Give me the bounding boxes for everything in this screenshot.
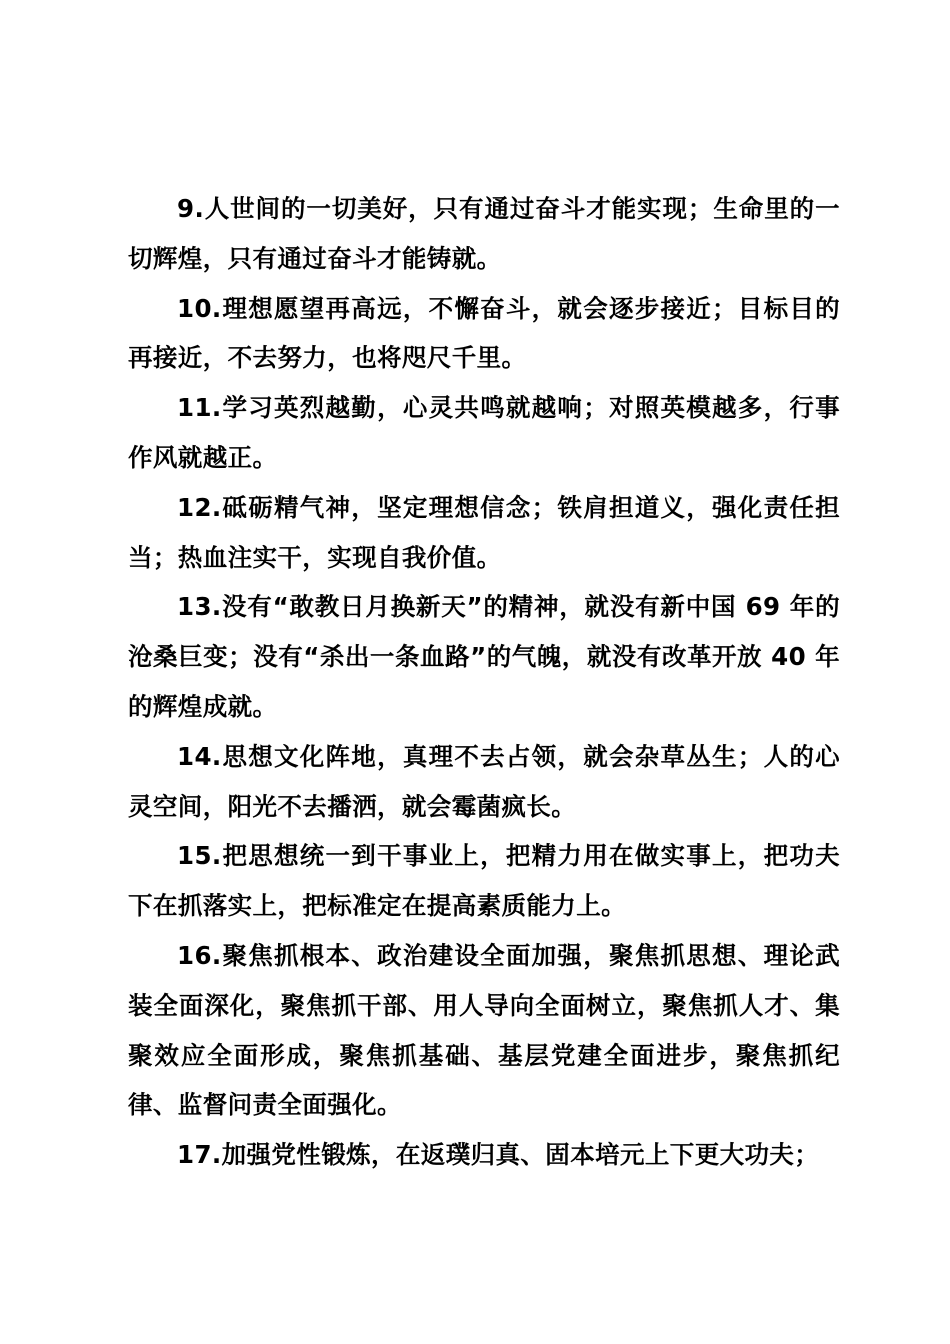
paragraph-9: 9.人世间的一切美好，只有通过奋斗才能实现；生命里的一切辉煌，只有通过奋斗才能铸就。 — [128, 194, 840, 273]
paragraph-12: 12.砥砺精气神，坚定理想信念；铁肩担道义，强化责任担当；热血注实干，实现自我价值。 — [128, 492, 840, 572]
document-body — [128, 184, 840, 1180]
paragraph-14: 14.思想文化阵地，真理不去占领，就会杂草丛生；人的心灵空间，阳光不去播洒，就会霉菌疯长。 — [128, 741, 840, 821]
paragraph-15: 15.把思想统一到干事业上，把精力用在做实事上，把功夫下在抓落实上，把标准定在提高素质能力上。 — [128, 841, 840, 921]
paragraph-17: 17.加强党性锻炼，在返璞归真、固本培元上下更大功夫； — [177, 1140, 820, 1170]
paragraph-10: 10.理想愿望再高远，不懈奋斗，就会逐步接近；目标目的再接近，不去努力，也将咫尺千里。 — [128, 293, 840, 373]
paragraph-11: 11.学习英烈越勤，心灵共鸣就越响；对照英模越多，行事作风就越正。 — [128, 393, 840, 472]
paragraph-16: 16.聚焦抓根本、政治建设全面加强，聚焦抓思想、理论武装全面深化，聚焦抓干部、用人导向全面树立，聚焦抓人才、集聚效应全面形成，聚焦抓基础、基层党建全面进步，聚焦抓纪律、监督问责全面强化。 — [128, 940, 840, 1120]
paragraph-13: 13.没有“敢教日月换新天”的精神，就没有新中国 69 年的沧桑巨变；没有“杀出一条血路”的气魄，就没有改革开放 40 年的辉煌成就。 — [128, 592, 840, 721]
